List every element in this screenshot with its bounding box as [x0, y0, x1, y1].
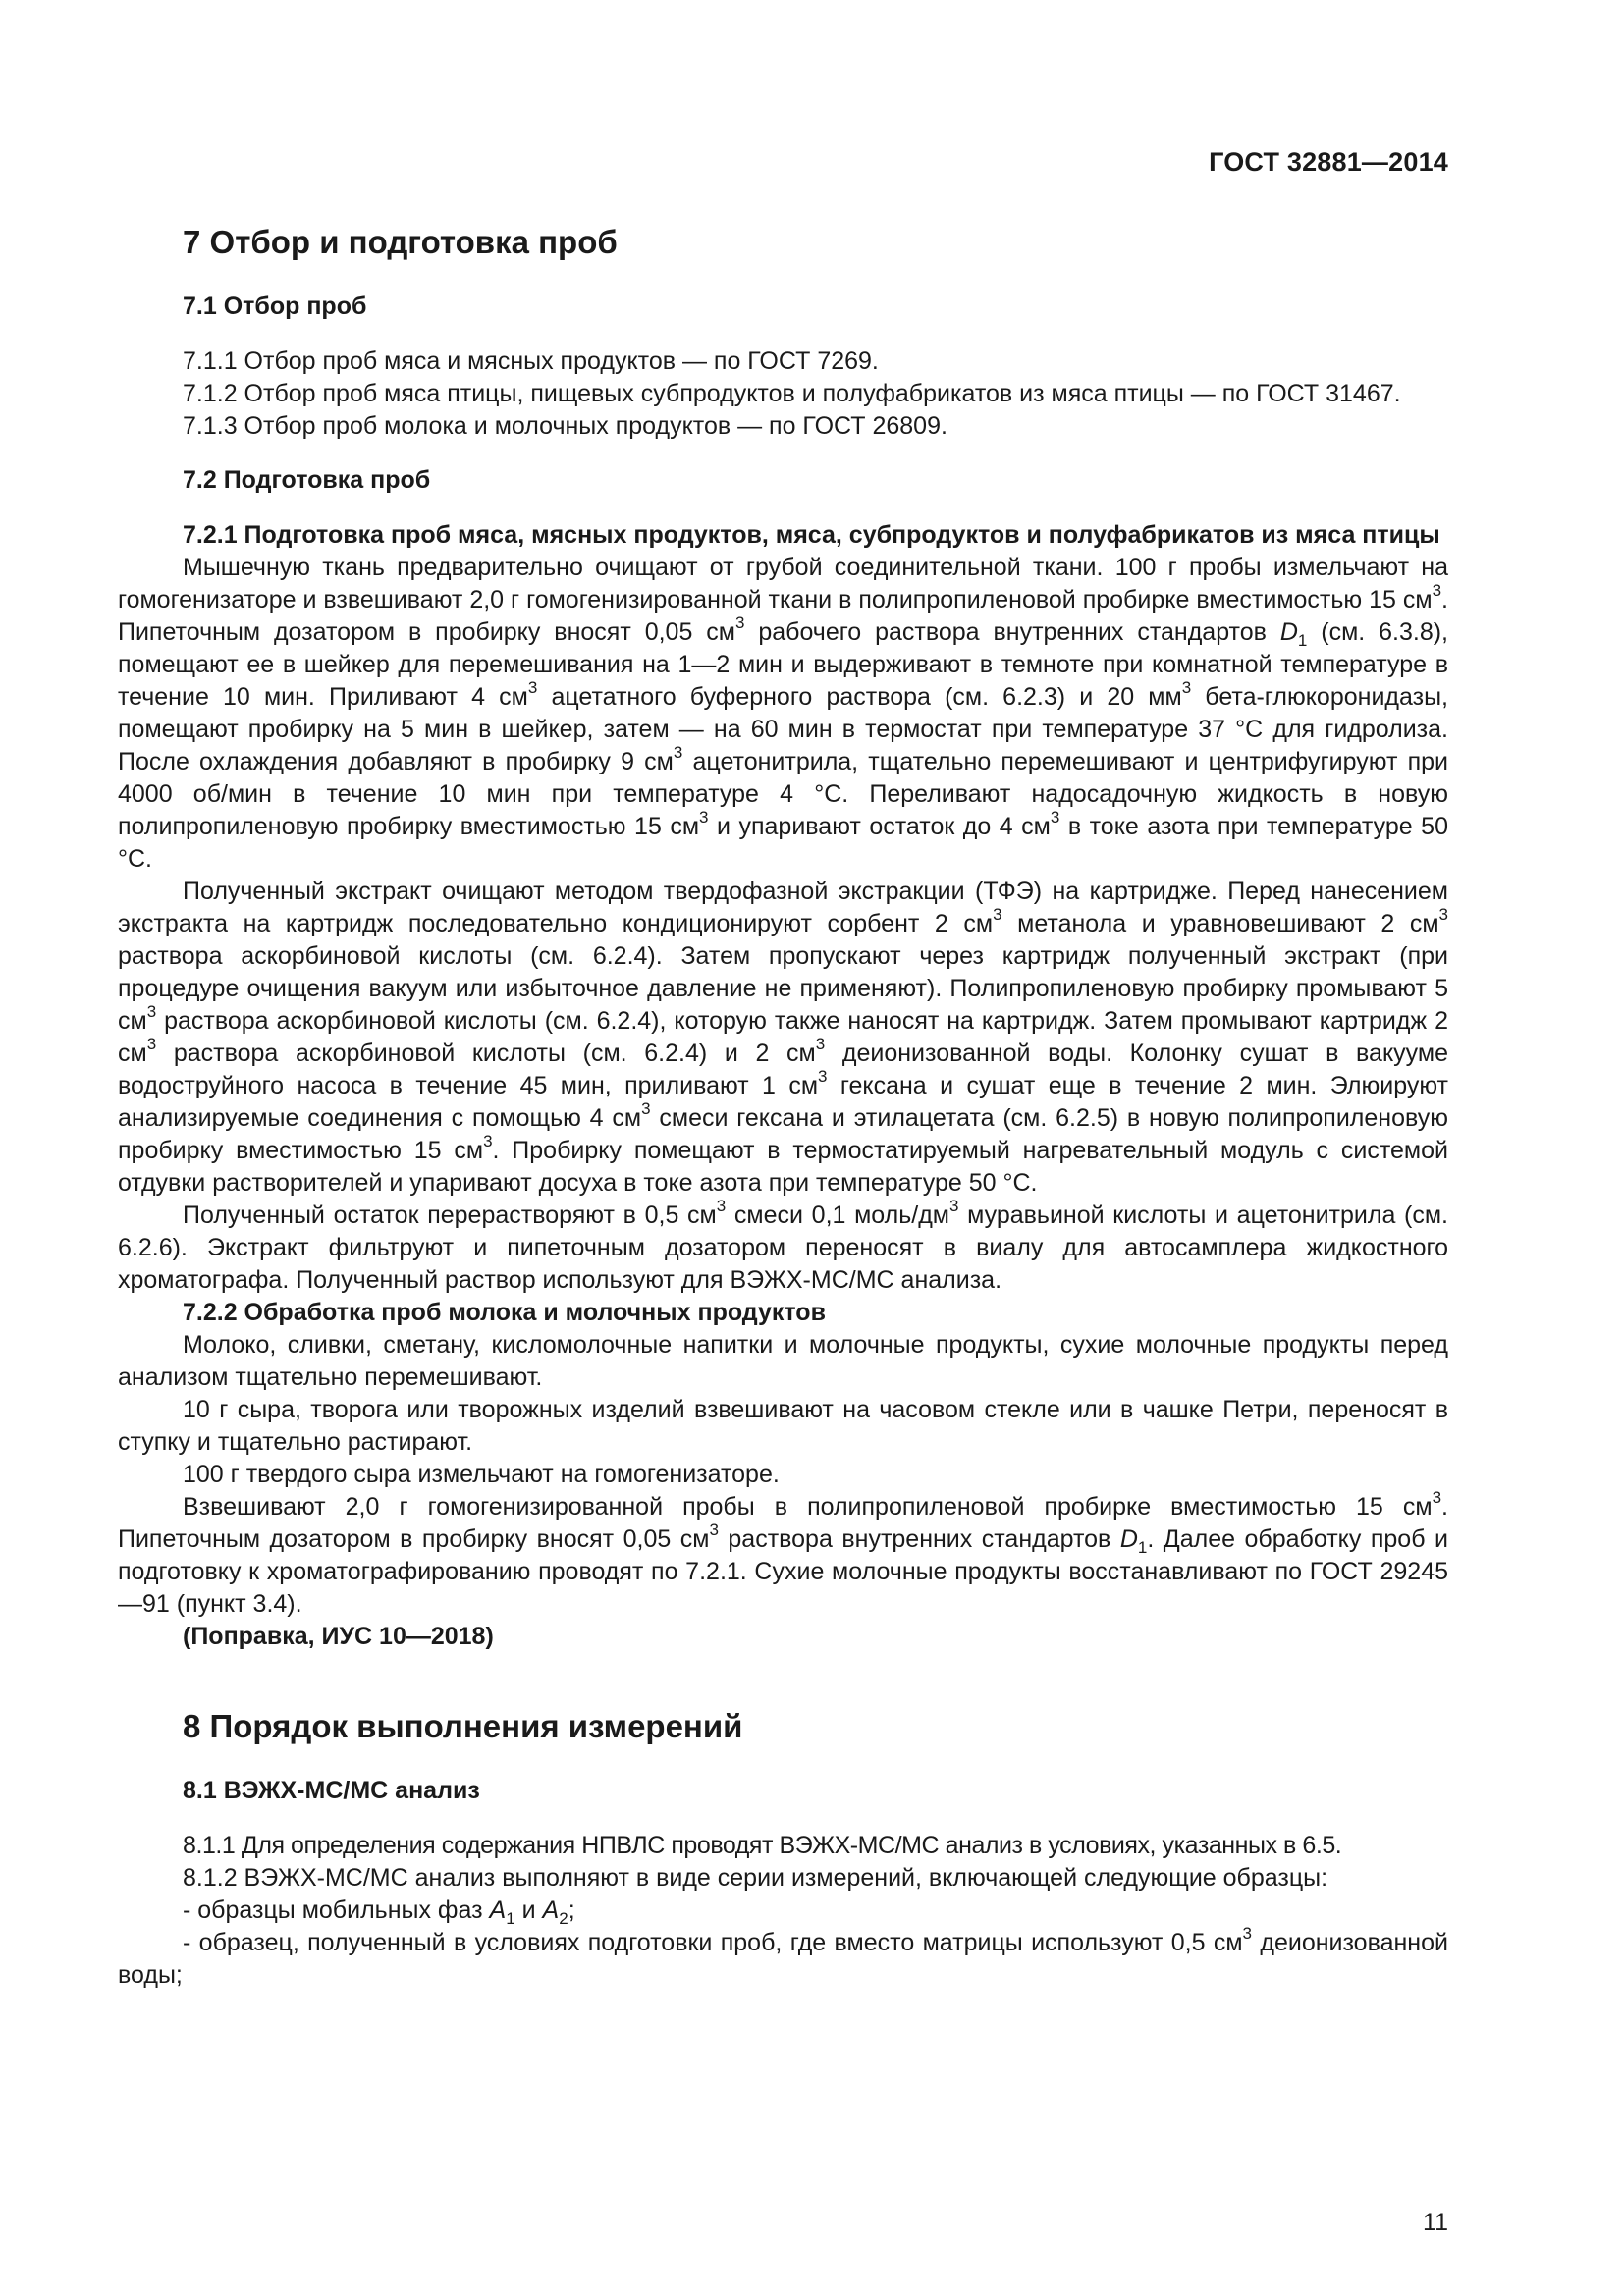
paragraph-8-1-2: 8.1.2 ВЭЖХ-МС/МС анализ выполняют в виде серии измерений, включающей следующие образцы: [183, 1864, 1328, 1892]
list-item: - образцы мобильных фаз $A_1$ и $A_2$; [183, 1896, 575, 1928]
paragraph-7-2-2-d: Взвешивают 2,0 г гомогенизированной пробы в полипропиленовой пробирке вместимостью 15 $см^3$. Пипеточным дозатором в пробирку вносят 0,05 $см^3$ раствора внутренних стандартов $D_1$. Далее обработку проб и подготовку к хроматографированию проводят по 7.2.1. Сухие молочные продукты восстанавливают по ГОСТ 29245—91 (пункт 3.4). [118, 1487, 1448, 1618]
paragraph-7-2-2-c: 100 г твердого сыра измельчают на гомогенизаторе. [183, 1461, 780, 1488]
section-8-1-title: 8.1 ВЭЖХ-МС/МС анализ [183, 1777, 480, 1804]
section-7-2-2-title: 7.2.2 Обработка проб молока и молочных продуктов [183, 1299, 826, 1326]
section-7-title: 7 Отбор и подготовка проб [183, 224, 618, 260]
section-7-1-title: 7.1 Отбор проб [183, 293, 367, 320]
list-item: - образец, полученный в условиях подготовки проб, где вместо матрицы используют 0,5 $см^3$ деионизованной воды; [118, 1923, 1448, 1989]
paragraph-7-2-1-b: Полученный экстракт очищают методом твердофазной экстракции (ТФЭ) на картридже. Перед нанесением экстракта на картридж последовательно кондиционируют сорбент 2 $см^3$ метанола и уравновешивают 2 $см^3$ раствора аскорбиновой кислоты (см. 6.2.4). Затем пропускают через картридж полученный экстракт (при процедуре очищения вакуум или избыточное давление не применяют). Полипропиленовую пробирку промывают 5 $см^3$ раствора аскорбиновой кислоты (см. 6.2.4), которую также наносят на картридж. Затем промывают картридж 2 $см^3$ раствора аскорбиновой кислоты (см. 6.2.4) и 2 $см^3$ деионизованной воды. Колонку сушат в вакууме водоструйного насоса в течение 45 мин, приливают 1 $см^3$ гексана и сушат еще в течение 2 мин. Элюируют анализируемые соединения с помощью 4 $см^3$ смеси гексана и этилацетата (см. 6.2.5) в новую полипропиленовую пробирку вместимостью 15 $см^3$. Пробирку помещают в термостатируемый нагревательный модуль с системой отдувки растворителей и упаривают досуха в токе азота при температуре 50 °С. [118, 878, 1448, 1197]
section-7-2-title: 7.2 Подготовка проб [183, 466, 431, 494]
amendment-note: (Поправка, ИУС 10—2018) [183, 1623, 494, 1650]
section-7-2-1-title: 7.2.1 Подготовка проб мяса, мясных продуктов, мяса, субпродуктов и полуфабрикатов из мяса птицы [183, 521, 1440, 549]
document-page [118, 0, 1448, 2296]
paragraph-7-1-2: 7.1.2 Отбор проб мяса птицы, пищевых субпродуктов и полуфабрикатов из мяса птицы — по ГОСТ 31467. [183, 380, 1401, 407]
paragraph-7-2-1-c: Полученный остаток перерастворяют в 0,5 $см^3$ смеси 0,1 моль/$дм^3$ муравьиной кислоты и ацетонитрила (см. 6.2.6). Экстракт фильтруют и пипеточным дозатором переносят в виалу для автосамплера жидкостного хроматографа. Полученный раствор используют для ВЭЖХ-МС/МС анализа. [118, 1196, 1448, 1294]
paragraph-7-2-1-a: Мышечную ткань предварительно очищают от грубой соединительной ткани. 100 г пробы измельчают на гомогенизаторе и взвешивают 2,0 г гомогенизированной ткани в полипропиленовой пробирке вместимостью 15 $см^3$. Пипеточным дозатором в пробирку вносят 0,05 $см^3$ рабочего раствора внутренних стандартов $D_1$ (см. 6.3.8), помещают ее в шейкер для перемешивания на 1—2 мин и выдерживают в темноте при комнатной температуре в течение 10 мин. Приливают 4 $см^3$ ацетатного буферного раствора (см. 6.2.3) и 20 $мм^3$ бета-глюкоронидазы, помещают пробирку на 5 мин в шейкер, затем — на 60 мин в термостат при температуре 37 °С для гидролиза. После охлаждения добавляют в пробирку 9 $см^3$ ацетонитрила, тщательно перемешивают и центрифугируют при 4000 об/мин в течение 10 мин при температуре 4 °С. Переливают надосадочную жидкость в новую полипропиленовую пробирку вместимостью 15 $см^3$ и упаривают остаток до 4 $см^3$ в токе азота при температуре 50 °С. [118, 554, 1449, 873]
document-id: ГОСТ 32881—2014 [1209, 147, 1448, 177]
page-number: 11 [1423, 2209, 1448, 2236]
paragraph-7-2-2-a: Молоко, сливки, сметану, кисломолочные напитки и молочные продукты, сухие молочные продукты перед анализом тщательно перемешивают. [118, 1331, 1448, 1391]
paragraph-7-1-1: 7.1.1 Отбор проб мяса и мясных продуктов — по ГОСТ 7269. [183, 347, 879, 375]
document-body [118, 218, 1448, 1992]
paragraph-7-2-2-b: 10 г сыра, творога или творожных изделий взвешивают на часовом стекле или в чашке Петри, переносят в ступку и тщательно растирают. [118, 1396, 1448, 1456]
paragraph-8-1-1: 8.1.1 Для определения содержания НПВЛС проводят ВЭЖХ-МС/МС анализ в условиях, указанных в 6.5. [183, 1832, 1342, 1859]
paragraph-7-1-3: 7.1.3 Отбор проб молока и молочных продуктов — по ГОСТ 26809. [183, 412, 947, 440]
section-8-title: 8 Порядок выполнения измерений [183, 1708, 743, 1744]
